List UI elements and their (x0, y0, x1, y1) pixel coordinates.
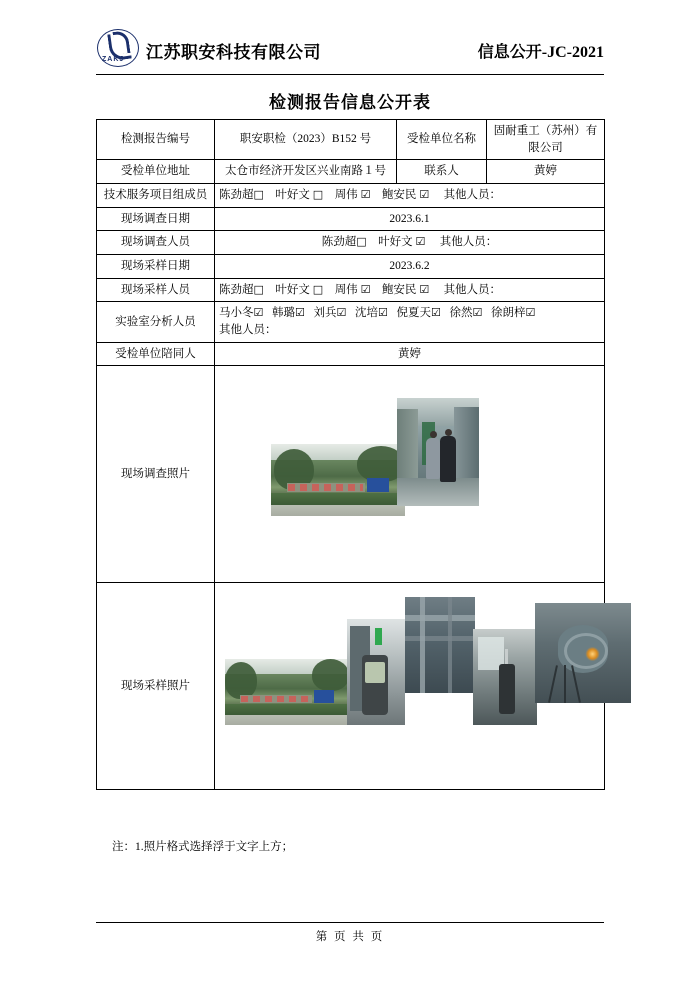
lab-staff-3 (314, 307, 350, 319)
client-name-label: 受检单位名称 (397, 120, 487, 160)
escort-value: 黄婷 (215, 342, 605, 366)
contact-value: 黄婷 (487, 160, 605, 184)
sampling-date-value: 2023.6.2 (215, 255, 605, 279)
survey-photos-cell (215, 366, 605, 583)
team-other-label: 其他人员： (443, 189, 502, 202)
photo-pipe-vertical-2 (448, 597, 452, 693)
survey-photos-label: 现场调查照片 (97, 366, 215, 583)
table-row-escort (97, 342, 605, 366)
lab-staff-5-name: 倪夏天 (396, 307, 431, 320)
sampling-photo-tank (535, 603, 631, 703)
survey-staff-1 (322, 236, 370, 248)
photo2-road (225, 715, 349, 726)
sampling-staff-other-label: 其他人员： (443, 283, 502, 296)
photo-blue-panel (367, 478, 388, 492)
team-member-1-name: 陈劲超 (219, 189, 254, 202)
document-header (96, 26, 604, 74)
team-member-4-name: 鲍安民 (381, 189, 417, 202)
table-row-sampling-photos (97, 583, 605, 790)
survey-photo-gate (271, 444, 405, 516)
sampling-staff-2-name: 叶好文 (275, 283, 310, 296)
lab-staff-4-name: 沈培 (355, 307, 378, 320)
photo-hedge (271, 493, 405, 505)
client-name-value: 固耐重工（苏州）有限公司 (487, 120, 605, 160)
photo-person-b-head (445, 429, 452, 437)
photo-exit-light (375, 628, 382, 645)
sampling-staff-3-name: 周伟 (334, 283, 358, 296)
survey-date-label: 现场调查日期 (97, 207, 215, 231)
team-member-1-checkbox[interactable]: □ (253, 188, 264, 202)
company-logo (96, 28, 142, 70)
table-row-address (97, 160, 605, 184)
table-row-lab-staff (97, 302, 605, 342)
survey-staff-2 (378, 236, 428, 248)
team-member-3 (335, 189, 374, 201)
lab-staff-2-checkbox[interactable]: ☑ (295, 306, 305, 320)
team-member-2-checkbox[interactable]: □ (312, 188, 324, 202)
lab-staff-5-checkbox[interactable]: ☑ (431, 306, 441, 320)
sampling-staff-label: 现场采样人员 (97, 278, 215, 302)
lab-staff-6 (450, 307, 486, 319)
sampling-photo-gate (225, 659, 349, 725)
team-member-2-name: 叶好文 (275, 189, 310, 202)
sampling-staff-1-name: 陈劲超 (219, 283, 254, 296)
lab-staff-1-checkbox[interactable]: ☑ (253, 306, 264, 320)
sampling-staff-cell (215, 278, 605, 302)
survey-photo-corridor (397, 398, 479, 506)
photo-sign-text (288, 484, 363, 491)
survey-staff-label: 现场调查人员 (97, 231, 215, 255)
table-row-team (97, 184, 605, 208)
lab-staff-5 (397, 307, 444, 319)
photo-pipe-horizontal-1 (405, 615, 475, 622)
table-row-survey-staff (97, 231, 605, 255)
team-member-4-checkbox[interactable]: ☑ (419, 188, 430, 202)
photo-tripod-leg-1 (548, 666, 558, 704)
sampling-photo-meter (347, 619, 405, 725)
survey-date-value: 2023.6.1 (215, 207, 605, 231)
survey-staff-other-label: 其他人员： (439, 236, 498, 249)
lab-staff-4-checkbox[interactable]: ☑ (378, 306, 388, 320)
team-member-1 (219, 189, 267, 201)
photo-person-a-body (426, 438, 441, 479)
report-no-value: 职安职检（2023）B152 号 (215, 120, 397, 160)
table-row-report-no (97, 120, 605, 160)
photo-pipe-vertical-1 (420, 597, 424, 693)
team-members-cell (215, 184, 605, 208)
sampling-staff-3-checkbox[interactable]: ☑ (360, 282, 371, 296)
photo2-sign-text (241, 696, 310, 703)
table-row-survey-photos (97, 366, 605, 583)
sampling-date-label: 现场采样日期 (97, 255, 215, 279)
lab-staff-2 (272, 307, 308, 319)
lab-staff-cell (215, 302, 605, 342)
document-code: 信息公开-JC-2021 (477, 44, 604, 61)
lab-staff-6-name: 徐然 (449, 307, 473, 320)
lab-staff-7-checkbox[interactable]: ☑ (525, 306, 536, 320)
team-member-3-checkbox[interactable]: ☑ (360, 188, 371, 202)
photo-sound-device (499, 664, 516, 714)
survey-staff-1-checkbox[interactable]: □ (356, 235, 367, 249)
photo2-hedge (225, 704, 349, 715)
survey-staff-cell (215, 231, 605, 255)
photo-meter-screen (365, 662, 385, 683)
survey-staff-1-name: 陈劲超 (321, 236, 357, 249)
table-row-sampling-date (97, 255, 605, 279)
table-row-sampling-staff (97, 278, 605, 302)
sampling-photo-sound-meter (473, 629, 537, 725)
header-divider (96, 74, 604, 75)
sampling-photo-collage (215, 583, 604, 789)
photo-welding-spark (585, 647, 600, 661)
photo2-blue-panel (314, 690, 334, 703)
photo-tripod-leg-2 (564, 665, 566, 703)
sampling-staff-4-checkbox[interactable]: ☑ (419, 282, 430, 296)
footer-divider (96, 922, 604, 923)
team-member-4 (382, 189, 432, 201)
lab-staff-4 (355, 307, 391, 319)
sampling-staff-1-checkbox[interactable]: □ (253, 282, 264, 296)
table-row-survey-date (97, 207, 605, 231)
company-name: 江苏职安科技有限公司 (146, 43, 321, 62)
survey-staff-2-checkbox[interactable]: ☑ (415, 235, 426, 249)
photo-floor (397, 478, 479, 506)
survey-photo-collage (215, 366, 604, 582)
sampling-staff-2 (275, 284, 326, 296)
lab-staff-list (219, 305, 600, 322)
lab-staff-1-name: 马小冬 (219, 307, 254, 320)
sampling-staff-1 (219, 284, 267, 296)
lab-staff-7-name: 徐朗梓 (491, 307, 526, 320)
page-title: 检测报告信息公开表 (269, 93, 431, 112)
photo-road (271, 505, 405, 517)
sampling-photos-cell (215, 583, 605, 790)
sampling-staff-3 (335, 284, 374, 296)
photo-person-a-head (430, 431, 437, 439)
client-addr-value: 太仓市经济开发区兴业南路１号 (215, 160, 397, 184)
team-member-3-name: 周伟 (334, 189, 358, 202)
sampling-photos-label: 现场采样照片 (97, 583, 215, 790)
photo2-tree-left (225, 662, 257, 699)
lab-staff-3-name: 刘兵 (313, 307, 337, 320)
photo-pipe-horizontal-2 (405, 636, 475, 641)
lab-staff-other-label: 其他人员： (219, 324, 277, 337)
contact-label: 联系人 (397, 160, 487, 184)
lab-staff-3-checkbox[interactable]: ☑ (336, 306, 347, 320)
team-member-2 (275, 189, 326, 201)
lab-staff-7 (491, 307, 535, 319)
document-note: 注：1.照片格式选择浮于文字上方； (112, 841, 294, 853)
logo-text: ZAKJ (102, 56, 125, 63)
photo2-tree-right (312, 659, 349, 691)
lab-staff-6-checkbox[interactable]: ☑ (472, 306, 483, 320)
lab-staff-label: 实验室分析人员 (97, 302, 215, 342)
lab-staff-1 (219, 307, 266, 319)
sampling-staff-4-name: 鲍安民 (381, 283, 417, 296)
sampling-photo-pipes (405, 597, 475, 693)
sampling-staff-2-checkbox[interactable]: □ (312, 282, 324, 296)
photo-person-b-body (440, 436, 456, 481)
client-addr-label: 受检单位地址 (97, 160, 215, 184)
report-no-label: 检测报告编号 (97, 120, 215, 160)
survey-staff-2-name: 叶好文 (378, 236, 413, 249)
report-info-table (96, 119, 605, 790)
escort-label: 受检单位陪同人 (97, 342, 215, 366)
team-label: 技术服务项目组成员 (97, 184, 215, 208)
lab-staff-2-name: 韩璐 (272, 307, 295, 320)
sampling-staff-4 (382, 284, 432, 296)
page-number-footer: 第 页 共 页 (315, 931, 385, 943)
